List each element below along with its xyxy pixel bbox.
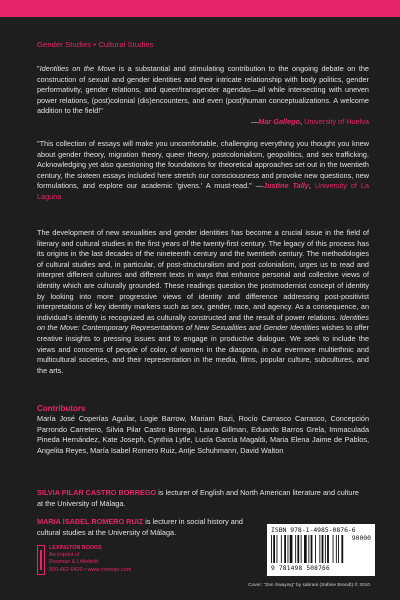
publisher-contact: 800-462-6420 • www.rowman.com — [49, 566, 132, 573]
isbn-label: ISBN 978-1-4985-0876-6 — [271, 526, 356, 534]
publisher-name: LEXINGTON BOOKS — [49, 545, 102, 551]
quote2-author: Justine Tally — [263, 181, 309, 191]
publisher-line2: Rowman & Littlefield — [49, 559, 99, 566]
description-part1: The development of new sexualities and gender identities has become a crucial issue in the field of literary and cultural studies in the first years of the twenty-first century. The legacy of this process has its origins in the last decades of the nineteenth century and the twentieth century. The methodologies of cultural studies and, in particular, of post-structuralism and post colonialism, urges us to read and interpret different cultures and different texts in ways that enhance personal and collective views of identity which are culturally grounded. These readings question the postmodernist concept of identity by looking into more progressive views of identity and difference addressing post-positivist interpretations of key identity markers such as sex, gender, race, and agency. As a consequence, an individual's identity is recognized as culturally constructed and the result of power relations. — [37, 228, 369, 322]
bio2-name: MARIA ISABEL ROMERO RUIZ — [37, 517, 144, 526]
quote1-book-title: Identities on the Move — [39, 64, 116, 73]
top-color-band — [0, 0, 400, 17]
category-line: Gender Studies • Cultural Studies — [37, 40, 154, 49]
endorsement-quote-1 — [37, 64, 369, 128]
publisher-block — [49, 545, 131, 574]
description-book-title: Identities on the Move: Contemporary Representations of New Sexualities and Gender Identities — [37, 312, 369, 333]
quote1-open: " — [37, 64, 40, 73]
quote1-affiliation: University of Huelva — [304, 116, 369, 126]
publisher-logo-icon — [37, 545, 45, 575]
barcode-bars — [271, 535, 371, 563]
publisher-line1: An imprint of — [49, 552, 80, 559]
quote1-attribution: —Mar Gallego, University of Huelva — [250, 116, 369, 126]
isbn-barcode — [267, 524, 375, 576]
bio1-name: SILVIA PILAR CASTRO BORREGO — [37, 488, 157, 497]
endorsement-quote-2 — [37, 139, 369, 203]
contributors-heading: Contributors — [37, 404, 86, 413]
cover-credit: Cover: "Zen Swaying" by sabrani (Sabine Brandt) © 2010 — [248, 583, 370, 588]
contributors-list: María José Coperías Aguilar, Logie Barrow, Mariam Bazi, Rocío Carrasco Carrasco, Concepción Parrondo Carretero, Silvia Pilar Castro Borrego, Laura Gillman, Eduardo Barros Grela, Immaculada Pineda Hernández, Kate Joseph, Cynthia Lytle, Lucía García Magaldi, Maria Elena Jaime de Pablos, Angelita Reyes, María Isabel Romero Ruiz, Antje Schuhmann, David Walton — [37, 414, 369, 455]
quote2-attribution: —Justine Tally, University of La Laguna — [37, 181, 369, 201]
barcode-number: 9 781498 508766 — [271, 565, 330, 572]
bio1-text: is lecturer of English and North American literature and culture at the University of Málaga. — [37, 488, 359, 508]
price-code: 90000 — [351, 534, 371, 542]
author-bio-1 — [37, 488, 367, 509]
quote1-author: Mar Gallego — [258, 116, 301, 126]
book-description — [37, 228, 369, 376]
bio2-text: is lecturer in social history and cultural studies at the University of Málaga. — [37, 517, 243, 537]
description-part2: wishes to offer creative insights to pressing issues and to engage in productive dialogue. We seek to include the views and concerns of people of color, of women in the diaspora, in our evermore multiethnic and multicultural societies, and their representation in the media, films, popular culture, subcultures, and the arts. — [37, 323, 369, 375]
author-bio-2 — [37, 517, 259, 538]
quote1-text: is a substantial and stimulating contribution to the ongoing debate on the construction of sexual and gender identities and their intricate relationship with body politics, gender performativity, gender relations, and queer/transgender agendas—all while intersecting with uneven power relations, (post)colonial (dis)encounters, and even (post)human conceptualizations. A welcome addition to the field!" — [37, 64, 369, 116]
quote2-affiliation: University of La Laguna — [37, 181, 369, 201]
quote2-text: "This collection of essays will make you uncomfortable, challenging everything you thought you knew about gender theory, migration theory, queer theory, postcolonialism, geopolitics, and sex trafficking. Acknowledging yet also questioning the foundations for theoretical approaches set out in the twentieth century, the sixteen essays included here stretch our consciousness and provoke new questions, new formulations, and explore our academic 'givens.' A must-read." — [37, 139, 369, 191]
